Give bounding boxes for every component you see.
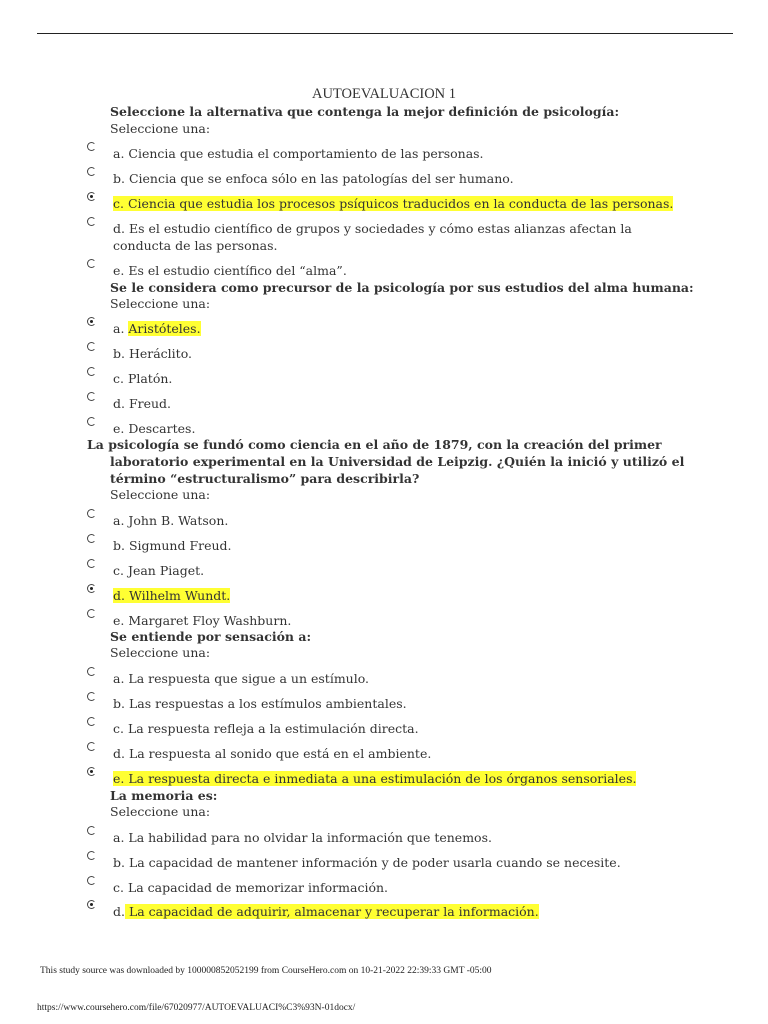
q4-radio-c[interactable] bbox=[87, 717, 96, 726]
q5-option-b[interactable]: b. La capacidad de mantener información y de poder usarla cuando se necesite. bbox=[113, 855, 621, 870]
question-3-prompt-line3: término “estructuralismo” para describirla? bbox=[110, 471, 420, 486]
q3-radio-b[interactable] bbox=[87, 534, 96, 543]
q2-option-a[interactable] bbox=[110, 320, 201, 337]
question-4-select-prompt: Seleccione una: bbox=[110, 645, 211, 660]
q5-radio-b[interactable] bbox=[87, 851, 96, 860]
top-rule bbox=[37, 33, 733, 34]
question-5-select-prompt: Seleccione una: bbox=[110, 804, 211, 819]
q3-option-e[interactable]: e. Margaret Floy Washburn. bbox=[113, 613, 292, 628]
q5-radio-a[interactable] bbox=[87, 826, 96, 835]
q3-radio-d[interactable] bbox=[87, 584, 96, 593]
q3-radio-e[interactable] bbox=[87, 609, 96, 618]
q2-option-e[interactable]: e. Descartes. bbox=[113, 421, 196, 436]
q1-option-e[interactable]: e. Es el estudio científico del “alma”. bbox=[113, 263, 347, 278]
q5-radio-d[interactable] bbox=[87, 900, 96, 909]
q4-radio-d[interactable] bbox=[87, 742, 96, 751]
q1-radio-b[interactable] bbox=[87, 167, 96, 176]
q2-radio-a[interactable] bbox=[87, 317, 96, 326]
q5-option-c[interactable]: c. La capacidad de memorizar información. bbox=[113, 880, 388, 895]
q2-option-c[interactable]: c. Platón. bbox=[113, 371, 173, 386]
question-2-prompt: Se le considera como precursor de la psicología por sus estudios del alma humana: bbox=[110, 280, 694, 295]
q2-option-a-text: Aristóteles. bbox=[128, 321, 201, 336]
q3-option-c[interactable]: c. Jean Piaget. bbox=[113, 563, 205, 578]
q1-option-a[interactable]: a. Ciencia que estudia el comportamiento de las personas. bbox=[113, 146, 484, 161]
q2-radio-c[interactable] bbox=[87, 367, 96, 376]
q3-option-a[interactable]: a. John B. Watson. bbox=[113, 513, 229, 528]
question-3-prompt-line2: laboratorio experimental en la Universidad de Leipzig. ¿Quién la inició y utilizó el bbox=[110, 454, 685, 469]
q2-option-d[interactable]: d. Freud. bbox=[113, 396, 172, 411]
q1-radio-d[interactable] bbox=[87, 217, 96, 226]
question-4-prompt: Se entiende por sensación a: bbox=[110, 629, 312, 644]
q1-radio-c[interactable] bbox=[87, 192, 96, 201]
q5-option-d-prefix: d. bbox=[113, 904, 125, 919]
q2-option-a-prefix: a. bbox=[113, 321, 129, 336]
q4-radio-a[interactable] bbox=[87, 667, 96, 676]
question-5-prompt: La memoria es: bbox=[110, 788, 218, 803]
q1-radio-e[interactable] bbox=[87, 259, 96, 268]
source-url[interactable]: https://www.coursehero.com/file/67020977/AUTOEVALUACI%C3%93N-01docx/ bbox=[37, 1003, 356, 1013]
q4-radio-e[interactable] bbox=[87, 767, 96, 776]
q5-option-d-text: La capacidad de adquirir, almacenar y recuperar la información. bbox=[124, 904, 539, 919]
q3-option-d-text: d. Wilhelm Wundt. bbox=[113, 588, 231, 603]
q4-option-b[interactable]: b. Las respuestas a los estímulos ambientales. bbox=[113, 696, 407, 711]
q2-radio-b[interactable] bbox=[87, 342, 96, 351]
question-3-prompt-line1: La psicología se fundó como ciencia en el año de 1879, con la creación del primer bbox=[87, 437, 662, 452]
q4-radio-b[interactable] bbox=[87, 692, 96, 701]
q1-radio-a[interactable] bbox=[87, 142, 96, 151]
q3-option-b[interactable]: b. Sigmund Freud. bbox=[113, 538, 232, 553]
q2-radio-d[interactable] bbox=[87, 392, 96, 401]
q1-option-c-text: c. Ciencia que estudia los procesos psíquicos traducidos en la conducta de las personas. bbox=[113, 196, 674, 211]
q4-option-e[interactable] bbox=[110, 770, 636, 787]
q2-radio-e[interactable] bbox=[87, 417, 96, 426]
q3-option-d[interactable] bbox=[110, 587, 230, 604]
q1-option-d[interactable]: d. Es el estudio científico de grupos y sociedades y cómo estas alianzas afectan la conducta de las personas. bbox=[113, 221, 632, 253]
q5-option-a[interactable]: a. La habilidad para no olvidar la información que tenemos. bbox=[113, 830, 492, 845]
q3-radio-c[interactable] bbox=[87, 559, 96, 568]
source-note: This study source was downloaded by 100000852052199 from CourseHero.com on 10-21-2022 22:39:33 GMT -05:00 bbox=[40, 966, 492, 976]
page-title: AUTOEVALUACION 1 bbox=[311, 86, 457, 102]
q5-radio-c[interactable] bbox=[87, 876, 96, 885]
question-3-select-prompt: Seleccione una: bbox=[110, 487, 211, 502]
question-2-select-prompt: Seleccione una: bbox=[110, 296, 211, 311]
q3-radio-a[interactable] bbox=[87, 509, 96, 518]
q4-option-e-text: e. La respuesta directa e inmediata a una estimulación de los órganos sensoriales. bbox=[113, 771, 637, 786]
q4-option-a[interactable]: a. La respuesta que sigue a un estímulo. bbox=[113, 671, 369, 686]
q2-option-b[interactable]: b. Heráclito. bbox=[113, 346, 192, 361]
question-1-select-prompt: Seleccione una: bbox=[110, 121, 211, 136]
q5-option-d[interactable] bbox=[110, 903, 539, 920]
q4-option-d[interactable]: d. La respuesta al sonido que está en el ambiente. bbox=[113, 746, 432, 761]
question-1-prompt: Seleccione la alternativa que contenga la mejor definición de psicología: bbox=[110, 104, 620, 119]
q4-option-c[interactable]: c. La respuesta refleja a la estimulación directa. bbox=[113, 721, 419, 736]
q1-option-c[interactable] bbox=[110, 195, 673, 212]
q1-option-b[interactable]: b. Ciencia que se enfoca sólo en las patologías del ser humano. bbox=[113, 171, 514, 186]
